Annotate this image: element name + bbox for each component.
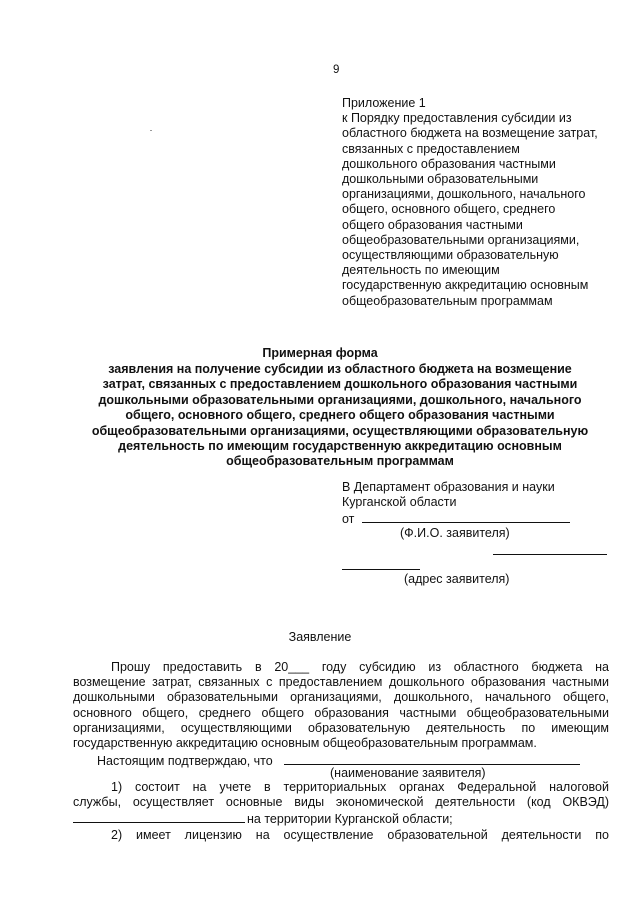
address-field-2[interactable] (342, 557, 420, 573)
scan-speck (150, 130, 152, 131)
form-subtitle-line: общего, основного общего, среднего общего образования частными (125, 408, 555, 423)
appendix-line: организациями, дошкольного, начального (342, 187, 586, 202)
item-1-line: 1) состоит на учете в территориальных органах Федеральной налоговой (111, 780, 609, 794)
appendix-line: общего, основного общего, среднего (342, 202, 556, 217)
paragraph-line: возмещение затрат, связанных с предоставлением дошкольного образования частными (73, 675, 609, 690)
paragraph-line: организациями, осуществляющими образовательную деятельность по имеющим (73, 720, 609, 735)
confirm-label: Настоящим подтверждаю, что (97, 754, 273, 768)
page-number: 9 (333, 64, 340, 76)
paragraph-line: дошкольными образовательными организациями, дошкольного, начального общего, (73, 690, 609, 705)
item-1 (73, 780, 609, 843)
address-field-1[interactable] (493, 542, 607, 558)
appendix-line: деятельность по имеющим (342, 263, 500, 278)
appendix-line: дошкольными образовательными (342, 172, 539, 187)
statement-title: Заявление (288, 630, 352, 644)
item-2-line: 2) имеет лицензию на осуществление образовательной деятельности по (111, 827, 609, 842)
from-label: от (342, 512, 355, 526)
form-subtitle-line: общеобразовательными организациями, осуществляющими образовательную (91, 423, 589, 438)
form-subtitle-line: дошкольными образовательными организациями, дошкольного, начального (98, 392, 582, 407)
appendix-line: Приложение 1 (342, 96, 426, 110)
appendix-line: связанных с предоставлением (342, 141, 520, 156)
paragraph-line: основного общего, среднего общего образования частными общеобразовательными (73, 705, 609, 720)
item-1-line: службы, осуществляет основные виды экономической деятельности (код ОКВЭД) (73, 795, 609, 810)
form-subtitle-line: общеобразовательным программам (226, 454, 454, 469)
item-1-line-3-text: на территории Курганской области; (247, 812, 453, 827)
appendix-line: осуществляющими образовательную (342, 248, 559, 263)
form-subtitle-line: заявления на получение субсидии из областного бюджета на возмещение (108, 362, 572, 376)
form-subtitle-line: деятельность по имеющим государственную аккредитацию основным (118, 439, 562, 454)
appendix-block (342, 96, 612, 309)
fio-hint: (Ф.И.О. заявителя) (400, 526, 510, 540)
statement-paragraph (73, 660, 609, 751)
address-hint: (адрес заявителя) (404, 572, 510, 586)
appendix-line: общего образования частными (342, 217, 523, 232)
appendix-line: дошкольного образования частными (342, 156, 556, 171)
okved-field[interactable] (73, 810, 245, 823)
fio-field[interactable] (362, 510, 570, 523)
form-subtitle (70, 362, 610, 470)
appendix-line: областного бюджета на возмещение затрат, (342, 126, 598, 141)
form-subtitle-line: затрат, связанных с предоставлением дошкольного образования частными (102, 377, 578, 392)
appendix-line: общеобразовательным программам (342, 293, 553, 308)
form-title: Примерная форма (262, 346, 378, 360)
applicant-name-field[interactable] (284, 752, 580, 765)
addressee-line-1: В Департамент образования и науки (342, 480, 555, 494)
addressee-line-2: Курганской области (342, 495, 457, 509)
item-1-line-3 (73, 810, 609, 827)
appendix-line: государственную аккредитацию основным (342, 278, 589, 293)
appendix-line: к Порядку предоставления субсидии из (342, 111, 572, 126)
applicant-hint: (наименование заявителя) (330, 766, 486, 780)
paragraph-line: Прошу предоставить в 20___ году субсидию из областного бюджета на (111, 660, 609, 674)
appendix-line: общеобразовательными организациями, (342, 232, 580, 247)
paragraph-line: государственную аккредитацию основным общеобразовательным программам. (73, 736, 537, 751)
from-row (342, 510, 570, 527)
